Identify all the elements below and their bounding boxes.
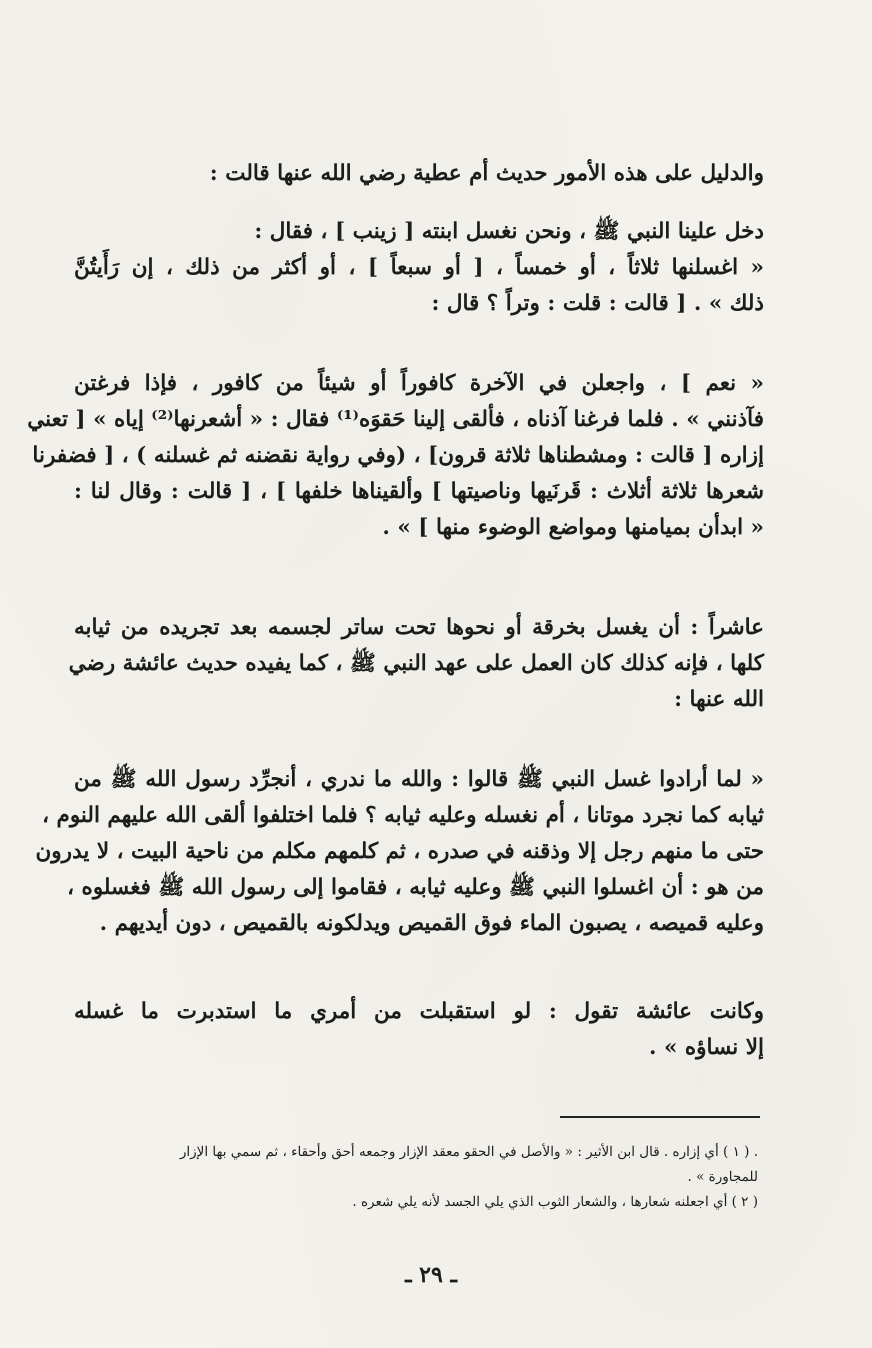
text-line: إلا نساؤه » .	[649, 1035, 764, 1060]
text-line: حتى ما منهم رجل إلا وذقنه في صدره ، ثم كلمهم مكلم من ناحية البيت ، لا يدرون	[35, 839, 764, 864]
text-line: شعرها ثلاثة أثلاث : قَرنَيها وناصيتها ] وألقيناها خلفها ] ، [ قالت : وقال لنا :	[74, 479, 764, 504]
hadith-umm-atiyya	[74, 214, 764, 322]
text-line: « ابدأن بميامنها ومواضع الوضوء منها ] » .	[382, 515, 764, 540]
text-line: ثيابه كما نجرد موتانا ، أم نغسله وعليه ثيابه ؟ فلما اختلفوا ألقى الله عليهم النوم ،	[42, 803, 764, 828]
text-line: « اغسلنها ثلاثاً ، أو خمساً ، [ أو سبعاً ] ، أو أكثر من ذلك ، إن رَأَيتُنَّ	[74, 255, 764, 280]
aisha-saying	[74, 994, 764, 1066]
text-line: إزاره [ قالت : ومشطناها ثلاثة قرون] ، (وفي رواية نقضنه ثم غسلنه ) ، [ فضفرنا	[32, 443, 764, 468]
text-line: فآذنني » . فلما فرغنا آذناه ، فألقى إلينا حَقوَه⁽¹⁾ فقال : « أشعرنها⁽²⁾ إياه » [ تعني	[27, 407, 764, 432]
text-line: وعليه قميصه ، يصبون الماء فوق القميص ويدلكونه بالقميص ، دون أيديهم .	[99, 911, 764, 936]
text-line: من هو : أن اغسلوا النبي ﷺ وعليه ثيابه ، فقاموا إلى رسول الله ﷺ فغسلوه ،	[67, 875, 764, 900]
footnotes	[78, 1140, 758, 1215]
text-line: دخل علينا النبي ﷺ ، ونحن نغسل ابنته [ زينب ] ، فقال :	[254, 219, 764, 244]
footnote-divider	[560, 1116, 760, 1118]
aisha-hadith	[35, 762, 764, 942]
footnote-1-line: . ( ١ ) أي إزاره . قال ابن الأثير : « والأصل في الحقو معقد الإزار وجمعه أحق وأحقاء ، ثم سمي بها الإزار	[179, 1144, 758, 1160]
text-line: « لما أرادوا غسل النبي ﷺ قالوا : والله ما ندري ، أنجرِّد رسول الله ﷺ من	[74, 767, 764, 792]
text-line: الله عنها :	[674, 687, 764, 712]
text-line: والدليل على هذه الأمور حديث أم عطية رضي الله عنها قالت :	[209, 161, 764, 186]
text-line: وكانت عائشة تقول : لو استقبلت من أمري ما استدبرت ما غسله	[74, 999, 764, 1024]
footnote-1-line: للمجاورة » .	[687, 1169, 758, 1185]
page-number: ـ ٢٩ ـ	[405, 1262, 457, 1288]
text-line: عاشراً : أن يغسل بخرقة أو نحوها تحت ساتر لجسمه بعد تجريده من ثيابه	[74, 615, 764, 640]
text-line: كلها ، فإنه كذلك كان العمل على عهد النبي ﷺ ، كما يفيده حديث عائشة رضي	[68, 651, 764, 676]
text-line: ذلك » . [ قالت : قلت : وتراً ؟ قال :	[431, 291, 764, 316]
footnote-2-line: ( ٢ ) أي اجعلنه شعارها ، والشعار الثوب الذي يلي الجسد لأنه يلي شعره .	[352, 1194, 758, 1210]
text-line: « نعم ] ، واجعلن في الآخرة كافوراً أو شيئاً من كافور ، فإذا فرغتن	[74, 371, 764, 396]
tenth-point-paragraph	[68, 610, 764, 718]
hadith-continued	[27, 366, 764, 546]
intro-paragraph	[74, 156, 764, 192]
